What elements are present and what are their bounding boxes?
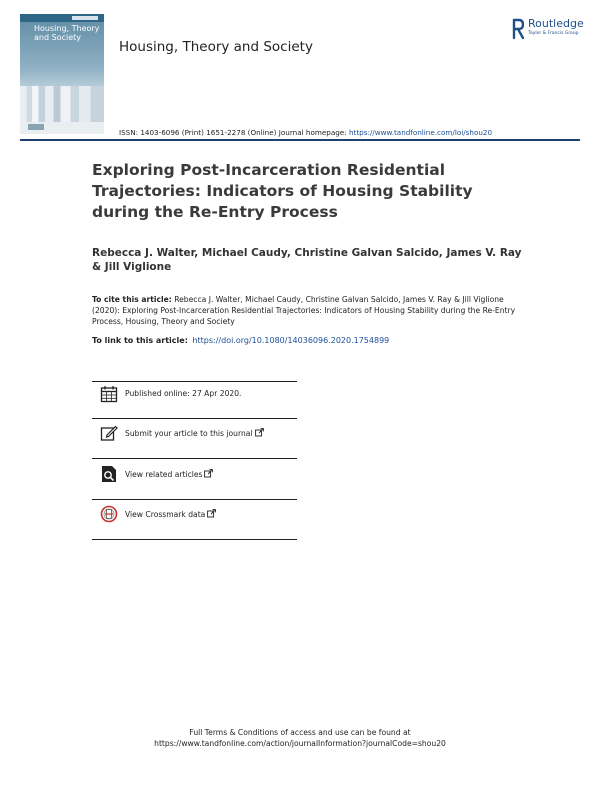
routledge-logo-icon [512,18,524,40]
citation-label: To cite this article: [92,295,172,304]
publisher-tagline: Taylor & Francis Group [528,31,579,36]
journal-name: Housing, Theory and Society [119,39,313,55]
published-online-text: Published online: 27 Apr 2020. [125,389,242,398]
citation-text: Rebecca J. Walter, Michael Caudy, Christine Galvan Salcido, James V. Ray & Jill Viglione (2020): Exploring Post-Incarceration Residential Trajectories: Indicators of Housing Stability during the Re-Entry Process, Housing, Theory and Society [92,295,516,326]
submit-article-text: Submit your article to this journal [125,429,253,438]
crossmark-text: View Crossmark data [125,510,206,519]
article-doi-link[interactable]: https://doi.org/10.1080/14036096.2020.1754899 [192,336,390,345]
divider [92,539,297,540]
article-link-label: To link to this article: [92,336,188,345]
issn-line [119,128,492,137]
external-link-icon [255,428,264,437]
article-link-line [92,336,389,345]
journal-cover [20,14,104,134]
external-link-icon [207,509,216,518]
issn-text: ISSN: 1403-6096 (Print) 1651-2278 (Online) Journal homepage: [119,128,347,137]
divider [92,418,297,419]
article-title: Exploring Post-Incarceration Residential Trajectories: Indicators of Housing Stability during the Re-Entry Process [92,161,473,221]
footer-terms-link[interactable]: https://www.tandfonline.com/action/journalInformation?journalCode=shou20 [154,739,446,748]
citation [92,294,522,327]
external-link-icon [204,469,213,478]
divider [92,458,297,459]
divider [92,381,297,382]
footer [0,727,600,749]
article-authors: Rebecca J. Walter, Michael Caudy, Christine Galvan Salcido, James V. Ray & Jill Viglione [92,247,522,273]
crossmark-icon [100,505,118,523]
related-articles-text: View related articles [125,470,203,479]
related-articles-icon [100,465,118,483]
divider [92,499,297,500]
crossmark-link[interactable] [125,509,216,519]
edit-icon [100,424,118,442]
header-divider [20,139,580,141]
footer-terms-text: Full Terms & Conditions of access and use can be found at [189,728,411,737]
calendar-icon [100,385,118,403]
submit-article-link[interactable] [125,428,264,438]
cover-title: Housing, Theory and Society [34,24,100,42]
related-articles-link[interactable] [125,469,213,479]
journal-homepage-link[interactable]: https://www.tandfonline.com/loi/shou20 [348,128,493,137]
publisher-name: Routledge [528,17,584,30]
